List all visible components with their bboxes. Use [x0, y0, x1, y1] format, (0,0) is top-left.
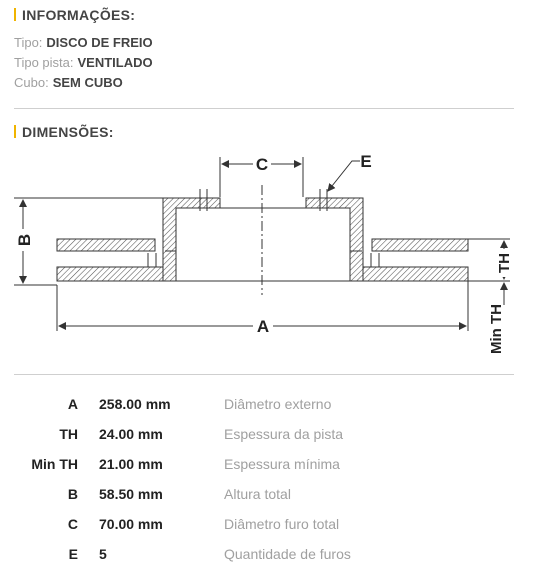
label-b: B	[15, 233, 34, 247]
info-row-cubo	[14, 75, 123, 90]
label-min-th: Min TH	[488, 304, 505, 354]
info-value: VENTILADO	[77, 55, 153, 70]
label-a: A	[256, 317, 270, 336]
dimensions-title-text: DIMENSÕES:	[22, 124, 114, 140]
spec-desc: Altura total	[224, 486, 291, 502]
spec-value: 5	[99, 546, 107, 562]
spec-row	[0, 486, 538, 506]
spec-code: TH	[59, 426, 78, 442]
divider	[14, 108, 514, 109]
info-value: SEM CUBO	[52, 75, 123, 90]
spec-row	[0, 396, 538, 416]
hat-left	[163, 198, 220, 281]
info-key: Tipo pista:	[14, 55, 74, 70]
spec-row	[0, 426, 538, 446]
info-value: DISCO DE FREIO	[46, 35, 153, 50]
spec-value: 24.00 mm	[99, 426, 163, 442]
spec-desc: Quantidade de furos	[224, 546, 351, 562]
spec-value: 70.00 mm	[99, 516, 163, 532]
spec-desc: Diâmetro externo	[224, 396, 332, 412]
accent-bar	[14, 8, 16, 21]
spec-value: 21.00 mm	[99, 456, 163, 472]
left-pista	[57, 239, 165, 281]
spec-code: C	[67, 516, 78, 532]
brake-disc-diagram	[0, 145, 538, 375]
spec-desc: Diâmetro furo total	[224, 516, 340, 532]
label-c: C	[255, 155, 269, 174]
spec-code: Min TH	[31, 456, 78, 472]
e-leader	[328, 161, 360, 191]
spec-code: E	[68, 546, 78, 562]
spec-value: 58.50 mm	[99, 486, 163, 502]
spec-row	[0, 516, 538, 536]
divider	[14, 374, 514, 375]
spec-code: B	[67, 486, 78, 502]
info-title-text: INFORMAÇÕES:	[22, 7, 136, 23]
info-section-title	[14, 7, 135, 23]
spec-value: 258.00 mm	[99, 396, 171, 412]
label-e: E	[360, 152, 372, 171]
info-key: Tipo:	[14, 35, 43, 50]
right-pista	[362, 239, 468, 281]
dimensions-section-title	[14, 124, 114, 140]
spec-code: A	[67, 396, 78, 412]
spec-desc: Espessura mínima	[224, 456, 340, 472]
spec-desc: Espessura da pista	[224, 426, 344, 442]
info-key: Cubo:	[14, 75, 49, 90]
info-row-tipo-pista	[14, 55, 153, 70]
label-th: TH	[496, 253, 513, 273]
spec-row	[0, 456, 538, 476]
hat-right	[306, 198, 363, 281]
info-row-tipo	[14, 35, 153, 50]
spec-row	[0, 546, 538, 566]
accent-bar	[14, 125, 16, 138]
